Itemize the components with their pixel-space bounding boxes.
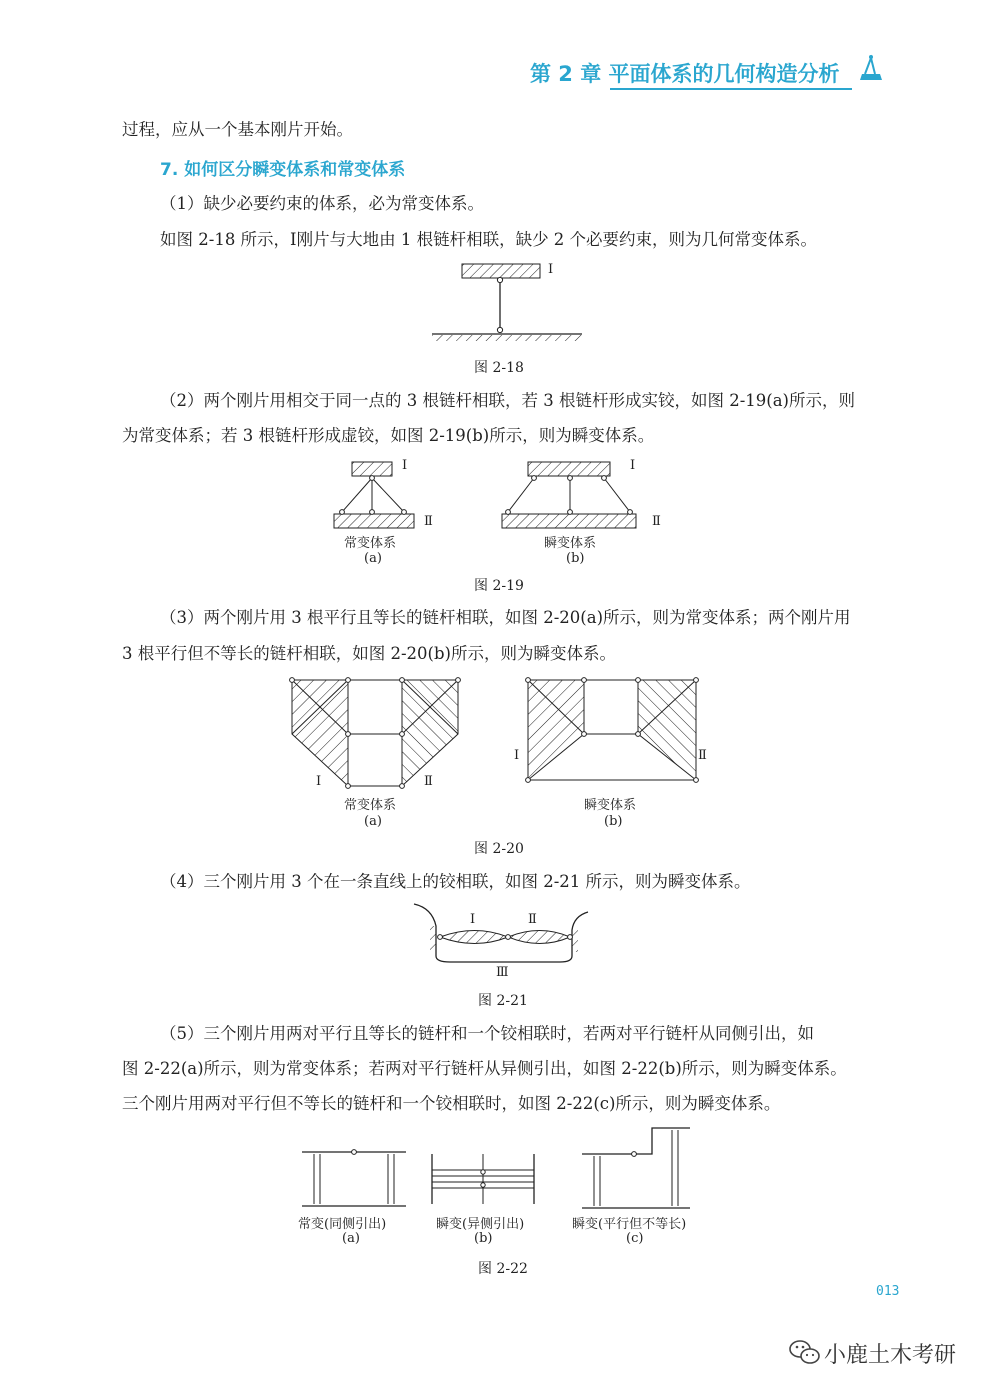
rigid-body-I — [462, 264, 540, 278]
fig19b-sub: (b) — [566, 551, 585, 566]
caption-2-18: 图 2-18 — [474, 360, 524, 376]
fig22a-sub: (a) — [342, 1231, 360, 1246]
caption-2-19: 图 2-19 — [474, 578, 524, 594]
text-line-continuation: 过程，应从一个基本刚片开始。 — [122, 120, 353, 139]
fig22b-sub: (b) — [474, 1231, 493, 1246]
paragraph-4b: 3 根平行但不等长的链杆相联，如图 2-20(b)所示，则为瞬变体系。 — [122, 644, 616, 663]
fig20a-label-I: Ⅰ — [316, 774, 322, 789]
fig20b-label-I: Ⅰ — [514, 748, 520, 763]
paragraph-6a: （5）三个刚片用两对平行且等长的链杆和一个铰相联时，若两对平行链杆从同侧引出，如 — [160, 1024, 814, 1043]
page-number: 013 — [876, 1284, 900, 1299]
label-I: Ⅰ — [548, 262, 554, 277]
fig19a-sub: (a) — [364, 551, 382, 566]
fig20b-name: 瞬变体系 — [584, 798, 637, 813]
section-title: 7. 如何区分瞬变体系和常变体系 — [160, 160, 406, 180]
ground-hatch — [432, 335, 582, 341]
fig20a-label-II: Ⅱ — [424, 774, 433, 789]
fig22b-name: 瞬变(异侧引出) — [436, 1217, 525, 1232]
fig20a-sub: (a) — [364, 814, 382, 829]
figure-2-20b — [526, 678, 702, 784]
paragraph-6b: 图 2-22(a)所示，则为常变体系；若两对平行链杆从异侧引出，如图 2-22(b)所示，则为瞬变体系。 — [122, 1059, 847, 1078]
fig19b-name: 瞬变体系 — [544, 536, 597, 551]
figure-2-22c — [580, 1124, 694, 1214]
wechat-icon — [788, 1338, 822, 1366]
chapter-logo-icon — [856, 50, 884, 82]
fig22a-name: 常变(同侧引出) — [298, 1217, 387, 1232]
fig19b-label-II: Ⅱ — [652, 514, 661, 529]
fig20b-sub: (b) — [604, 814, 623, 829]
figure-2-21 — [410, 900, 600, 970]
caption-2-22: 图 2-22 — [478, 1261, 528, 1277]
chapter-title: 第 2 章 平面体系的几何构造分析 — [530, 62, 840, 86]
header-underline — [610, 88, 852, 90]
caption-2-20: 图 2-20 — [474, 841, 524, 857]
fig19a-label-I: Ⅰ — [402, 458, 408, 473]
fig21-label-I: Ⅰ — [470, 912, 476, 927]
paragraph-1: （1）缺少必要约束的体系，必为常变体系。 — [160, 194, 484, 213]
fig21-label-III: Ⅲ — [496, 965, 509, 980]
paragraph-5: （4）三个刚片用 3 个在一条直线上的铰相联，如图 2-21 所示，则为瞬变体系。 — [160, 872, 751, 891]
paragraph-4a: （3）两个刚片用 3 根平行且等长的链杆相联，如图 2-20(a)所示，则为常变体系；两个刚片用 — [160, 608, 851, 627]
figure-2-22b — [430, 1150, 540, 1206]
paragraph-6c: 三个刚片用两对平行但不等长的链杆和一个铰相联时，如图 2-22(c)所示，则为瞬变体系。 — [122, 1094, 781, 1113]
fig22c-name: 瞬变(平行但不等长) — [572, 1217, 687, 1232]
fig21-label-II: Ⅱ — [528, 912, 537, 927]
figure-2-22a — [300, 1146, 410, 1212]
paragraph-2: 如图 2-18 所示，Ⅰ刚片与大地由 1 根链杆相联，缺少 2 个必要约束，则为几何常变体系。 — [160, 230, 818, 249]
caption-2-21: 图 2-21 — [478, 993, 528, 1009]
fig19b-label-I: Ⅰ — [630, 458, 636, 473]
fig19a-name: 常变体系 — [344, 536, 397, 551]
fig20a-name: 常变体系 — [344, 798, 397, 813]
paragraph-3a: （2）两个刚片用相交于同一点的 3 根链杆相联，若 3 根链杆形成实铰，如图 2-19(a)所示，则 — [160, 391, 855, 410]
fig20b-label-II: Ⅱ — [698, 748, 707, 763]
fig19a-label-II: Ⅱ — [424, 514, 433, 529]
fig22c-sub: (c) — [626, 1231, 644, 1246]
figure-2-19a — [330, 456, 430, 536]
figure-2-18 — [430, 258, 590, 348]
watermark-text: 小鹿土木考研 — [824, 1343, 957, 1368]
figure-2-19b — [498, 456, 648, 536]
paragraph-3b: 为常变体系；若 3 根链杆形成虚铰，如图 2-19(b)所示，则为瞬变体系。 — [122, 426, 655, 445]
